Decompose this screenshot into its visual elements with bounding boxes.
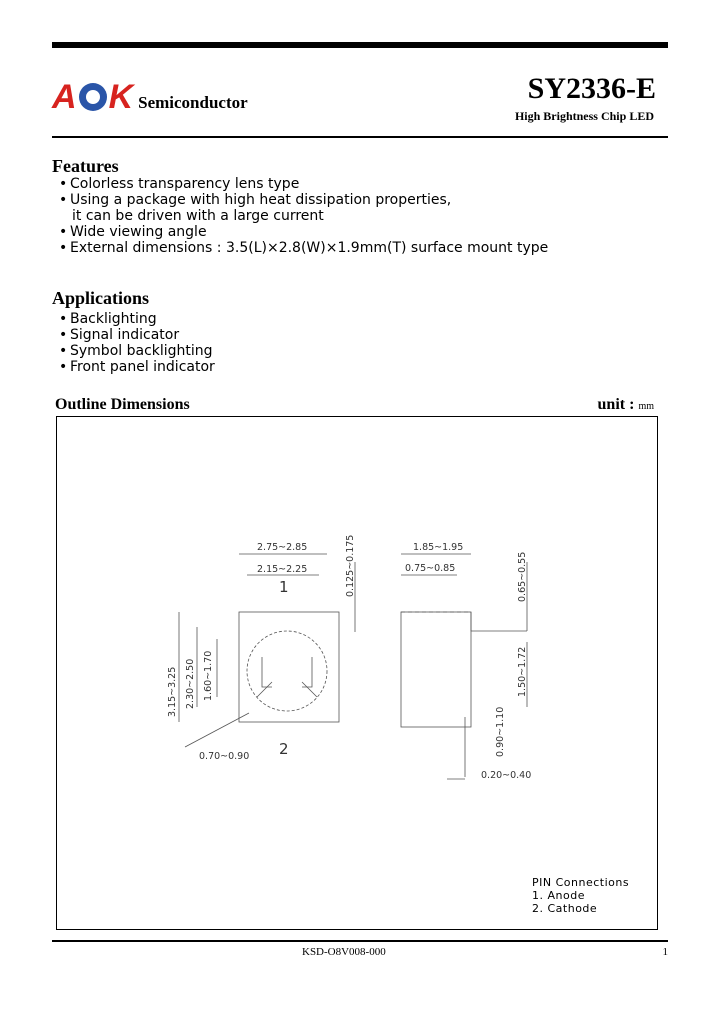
logo-subtitle: Semiconductor [138,93,248,112]
list-item: • Using a package with high heat dissipation properties, [54,192,548,208]
dim-label: 1.60~1.70 [203,650,214,701]
dim-label: 1.50~1.72 [517,646,528,697]
dim-label: 0.65~0.55 [517,551,528,602]
list-item: it can be driven with a large current [72,208,324,224]
side-step [471,612,527,631]
features-heading: Features [52,156,119,176]
logo-circle-icon [79,83,107,111]
header-divider [52,136,668,138]
list-item: • Signal indicator [54,327,215,343]
dim-label: 0.90~1.10 [495,706,506,757]
pin-label-2: 2 [279,740,289,758]
pin-connection-item: 2. Cathode [532,902,598,915]
dim-leader [185,713,249,747]
front-view-outline [239,612,339,722]
logo-letter-k: K [108,78,134,116]
dim-label: 3.15~3.25 [167,666,178,717]
applications-heading: Applications [52,288,150,308]
logo-letter-a: A [52,78,77,116]
dim-label: 2.30~2.50 [185,658,196,709]
footer-divider [52,940,668,942]
auk-logo [52,78,248,114]
part-number: SY2336-E [527,72,656,105]
dim-label: 0.70~0.90 [199,751,250,762]
list-item: • Colorless transparency lens type [54,176,548,192]
document-code: KSD-O8V008-000 [302,946,386,958]
dim-label: 0.75~0.85 [405,563,456,574]
pin-connections-title: PIN Connections [532,876,630,889]
list-item: • Front panel indicator [54,359,215,375]
dim-label: 0.20~0.40 [481,770,532,781]
pin-connection-item: 1. Anode [532,889,585,902]
page-number: 1 [662,946,668,958]
dim-label: 2.15~2.25 [257,564,308,575]
pin-connections [532,876,629,915]
product-subtitle: High Brightness Chip LED [514,109,654,123]
dimension-drawing [57,417,657,929]
features-list [54,176,548,256]
outline-drawing-frame [56,416,658,930]
chip-frame [262,657,312,687]
list-item: • Symbol backlighting [54,343,215,359]
unit-label [598,396,654,414]
side-view-outline [401,612,471,727]
list-item: • External dimensions : 3.5(L)×2.8(W)×1.9mm(T) surface mount type [54,240,548,256]
applications-list [54,311,215,375]
pin-label-1: 1 [279,578,289,596]
unit-label-text: unit : [597,396,635,413]
outline-dimensions-heading: Outline Dimensions [55,396,190,413]
dim-label: 0.125~0.175 [345,534,356,597]
top-rule [52,42,668,48]
unit-value: mm [638,401,654,412]
lead-marks [257,682,317,697]
lens-circle [247,631,327,711]
dim-label: 2.75~2.85 [257,542,308,553]
list-item: • Backlighting [54,311,215,327]
dim-label: 1.85~1.95 [413,542,464,553]
list-item: • Wide viewing angle [54,224,548,240]
